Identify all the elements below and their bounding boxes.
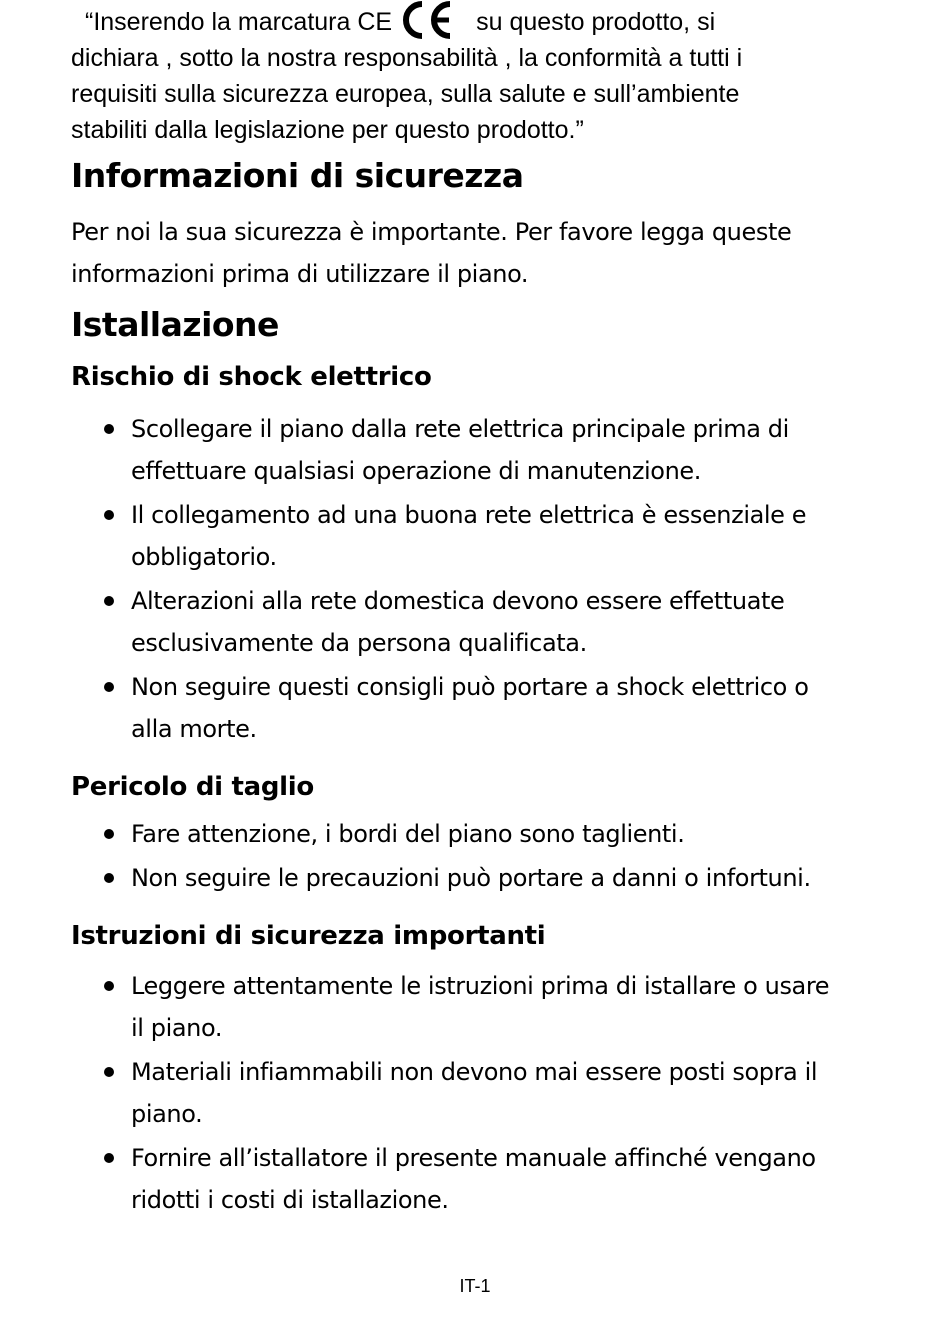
list-item: [71, 408, 871, 492]
bullet-icon: [104, 981, 114, 991]
list-item-line: il piano.: [131, 1014, 223, 1042]
page-number: IT-1: [459, 1276, 491, 1296]
paragraph-line: informazioni prima di utilizzare il piano.: [71, 260, 529, 288]
list-item-line: alla morte.: [131, 715, 257, 743]
list-item-line: Leggere attentamente le istruzioni prima di istallare o usare: [131, 972, 830, 1000]
section-heading-cut-hazard: Pericolo di taglio: [71, 772, 314, 802]
list-item-line: Fornire all’istallatore il presente manuale affinché vengano: [131, 1144, 816, 1172]
ce-declaration-text: su questo prodotto, si: [476, 8, 716, 36]
list-item-line: piano.: [131, 1100, 203, 1128]
bullet-icon: [104, 596, 114, 606]
list-item-line: Il collegamento ad una buona rete elettrica è essenziale e: [131, 501, 807, 529]
bullet-icon: [104, 829, 114, 839]
safety-info-heading: Informazioni di sicurezza: [71, 156, 524, 195]
ce-declaration-line: stabiliti dalla legislazione per questo prodotto.”: [71, 116, 584, 145]
list-item-line: ridotti i costi di istallazione.: [131, 1186, 449, 1214]
list-item-line: Materiali infiammabili non devono mai essere posti sopra il: [131, 1058, 818, 1086]
list-item-line: Scollegare il piano dalla rete elettrica principale prima di: [131, 415, 789, 443]
important-instructions-list: [71, 965, 871, 1223]
list-item: [71, 580, 871, 664]
list-item-line: Fare attenzione, i bordi del piano sono taglienti.: [131, 820, 685, 848]
bullet-icon: [104, 1067, 114, 1077]
paragraph-line: Per noi la sua sicurezza è importante. Per favore legga queste: [71, 218, 792, 246]
section-heading-important-instructions: Istruzioni di sicurezza importanti: [71, 921, 546, 951]
list-item-line: Non seguire le precauzioni può portare a danni o infortuni.: [131, 864, 811, 892]
ce-declaration-line: requisiti sulla sicurezza europea, sulla salute e sull’ambiente: [71, 80, 740, 109]
ce-declaration: [71, 4, 871, 148]
ce-declaration-line: dichiara , sotto la nostra responsabilità , la conformità a tutti i: [71, 44, 743, 73]
bullet-icon: [104, 682, 114, 692]
list-item: [71, 1051, 871, 1135]
list-item-line: obbligatorio.: [131, 543, 277, 571]
list-item-line: Alterazioni alla rete domestica devono essere effettuate: [131, 587, 785, 615]
list-item: [71, 494, 871, 578]
safety-info-paragraph: [71, 211, 871, 295]
list-item: [71, 1137, 871, 1221]
bullet-icon: [104, 1153, 114, 1163]
ce-mark-icon: [400, 0, 458, 40]
electric-shock-list: [71, 408, 871, 752]
list-item-line: Non seguire questi consigli può portare a shock elettrico o: [131, 673, 809, 701]
list-item: [71, 857, 871, 899]
list-item: [71, 965, 871, 1049]
section-heading-electric-shock: Rischio di shock elettrico: [71, 362, 432, 392]
bullet-icon: [104, 873, 114, 883]
ce-declaration-line: [71, 4, 871, 40]
bullet-icon: [104, 424, 114, 434]
list-item: [71, 813, 871, 855]
cut-hazard-list: [71, 813, 871, 901]
list-item: [71, 666, 871, 750]
ce-declaration-text: “Inserendo la marcatura CE: [85, 8, 393, 36]
list-item-line: esclusivamente da persona qualificata.: [131, 629, 587, 657]
bullet-icon: [104, 510, 114, 520]
list-item-line: effettuare qualsiasi operazione di manutenzione.: [131, 457, 701, 485]
installation-heading: Istallazione: [71, 305, 279, 344]
